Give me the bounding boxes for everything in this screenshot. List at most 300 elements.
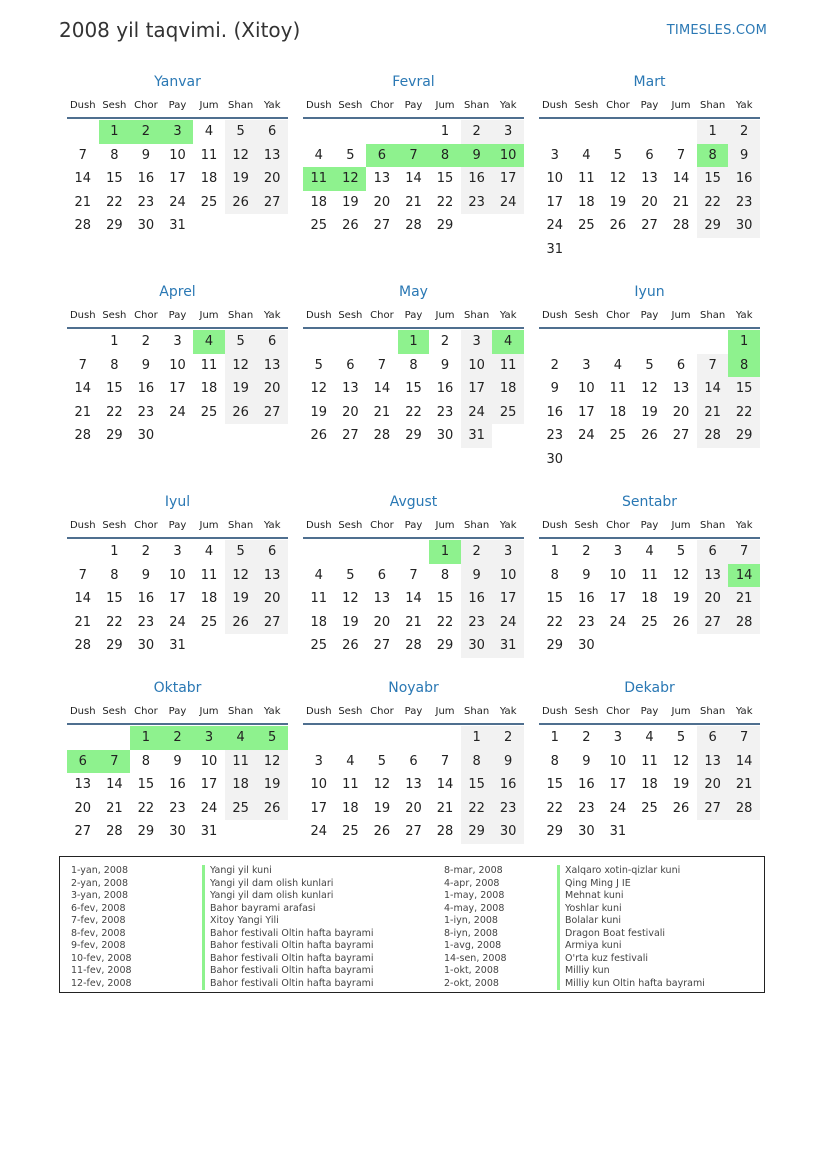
holiday-day-cell: 4 [225, 726, 257, 750]
weekday-label: Shan [700, 309, 726, 321]
empty-day-cell [303, 726, 335, 750]
weekend-day-cell: 14 [697, 377, 729, 401]
day-cell: 26 [672, 614, 690, 630]
weekday-label: Dush [69, 705, 96, 717]
day-cell: 15 [436, 171, 454, 186]
day-cell: 14 [436, 777, 454, 792]
day-cell: 28 [405, 638, 422, 653]
day-cell: 28 [106, 824, 123, 839]
weekend-day-cell: 15 [728, 377, 760, 401]
weekend-day-cell: 16 [461, 587, 493, 611]
weekend-day-cell: 29 [728, 424, 760, 448]
day-cell: 20 [74, 800, 92, 816]
weekday-label: Sesh [338, 519, 363, 531]
month-name: May [399, 284, 428, 300]
weekday-header [539, 93, 760, 119]
day-cell: 10 [546, 171, 564, 186]
brand-link[interactable]: TIMESLES.COM [666, 23, 767, 38]
holiday-name: Armiya kuni [557, 940, 705, 953]
day-cell: 12 [609, 171, 627, 186]
weekend-day-cell: 21 [697, 401, 729, 425]
empty-day-cell [335, 330, 367, 354]
holiday-date: 8-fev, 2008 [71, 927, 126, 939]
day-cell: 27 [641, 218, 658, 233]
day-cell: 13 [672, 381, 690, 396]
day-cell: 4 [314, 147, 323, 163]
weekday-label: Dush [541, 519, 568, 531]
day-cell: 24 [169, 194, 186, 210]
day-cell: 24 [609, 800, 627, 816]
weekend-day-cell: 7 [728, 540, 760, 564]
weekend-day-cell: 10 [492, 564, 524, 588]
weekend-day-cell: 27 [256, 401, 288, 425]
day-cell: 17 [546, 194, 564, 210]
weekend-day-cell: 8 [461, 750, 493, 774]
weekday-label: Shan [228, 99, 254, 111]
weekday-label: Jum [671, 99, 691, 111]
day-cell: 21 [74, 194, 92, 210]
holiday-date: 8-iyn, 2008 [444, 927, 498, 939]
day-cell: 30 [546, 451, 564, 467]
day-cell: 31 [609, 824, 627, 839]
holiday-legend [59, 856, 765, 993]
day-cell: 4 [613, 357, 623, 373]
day-cell: 9 [550, 381, 559, 396]
weekend-day-cell: 7 [697, 354, 729, 378]
day-cell: 8 [550, 753, 559, 769]
day-cell: 4 [204, 544, 214, 559]
holiday-date: 12-fev, 2008 [71, 977, 132, 989]
day-grid [539, 330, 760, 471]
holiday-date: 2-okt, 2008 [444, 977, 499, 989]
weekend-day-cell: 6 [256, 540, 288, 564]
weekend-day-cell: 17 [461, 377, 493, 401]
day-cell: 16 [137, 171, 155, 186]
weekday-label: Yak [735, 705, 753, 717]
day-grid [303, 726, 524, 844]
weekday-label: Pay [168, 99, 187, 111]
weekend-day-cell: 26 [225, 401, 257, 425]
weekday-label: Yak [499, 309, 517, 321]
weekend-day-cell: 25 [225, 797, 257, 821]
weekend-day-cell: 28 [697, 424, 729, 448]
day-cell: 25 [200, 404, 218, 420]
day-cell: 15 [546, 777, 564, 792]
day-cell: 12 [310, 381, 328, 396]
day-cell: 20 [641, 194, 658, 210]
day-cell: 11 [342, 777, 359, 792]
day-cell: 12 [641, 381, 658, 396]
holiday-date: 6-fev, 2008 [71, 902, 126, 914]
weekday-label: Dush [305, 99, 332, 111]
weekday-label: Sesh [102, 309, 127, 321]
day-grid [303, 540, 524, 658]
holiday-date: 4-may, 2008 [444, 902, 505, 914]
holiday-date: 4-apr, 2008 [444, 877, 500, 889]
holiday-day-cell: 8 [697, 144, 729, 168]
day-cell: 15 [546, 591, 564, 606]
weekday-label: Dush [305, 519, 332, 531]
holiday-date: 1-yan, 2008 [71, 865, 128, 876]
weekday-label: Shan [228, 705, 254, 717]
day-cell: 13 [641, 171, 658, 186]
day-cell: 15 [106, 381, 123, 396]
day-grid [539, 540, 760, 658]
weekend-day-cell: 20 [256, 587, 288, 611]
day-cell: 23 [436, 404, 454, 420]
weekend-day-cell: 17 [492, 587, 524, 611]
month-calendar [67, 281, 288, 448]
empty-day-cell [602, 120, 634, 144]
empty-day-cell [697, 330, 729, 354]
day-cell: 8 [141, 753, 151, 769]
weekday-label: Shan [464, 705, 490, 717]
holiday-day-cell: 12 [335, 167, 367, 191]
holiday-name: Bahor festivali Oltin hafta bayrami [202, 940, 374, 953]
day-cell: 14 [74, 591, 92, 606]
day-cell: 29 [137, 824, 155, 839]
empty-day-cell [665, 330, 697, 354]
day-cell: 6 [645, 147, 654, 163]
day-cell: 3 [173, 544, 182, 559]
holiday-name: Xalqaro xotin-qizlar kuni [557, 865, 705, 878]
day-cell: 26 [609, 218, 627, 233]
weekend-day-cell: 21 [728, 773, 760, 797]
day-cell: 20 [373, 614, 391, 630]
holiday-name: Bahor bayrami arafasi [202, 903, 374, 916]
weekday-label: Pay [168, 705, 187, 717]
day-cell: 23 [137, 404, 155, 420]
month-calendar [67, 677, 288, 844]
empty-day-cell [303, 120, 335, 144]
day-cell: 31 [200, 824, 218, 839]
day-cell: 8 [110, 357, 119, 373]
day-cell: 22 [106, 404, 123, 420]
weekday-label: Yak [499, 99, 517, 111]
day-cell: 19 [641, 404, 658, 420]
day-cell: 6 [346, 357, 355, 373]
day-cell: 18 [578, 194, 595, 210]
day-cell: 23 [578, 800, 595, 816]
weekend-day-cell: 30 [492, 820, 524, 844]
weekday-label: Yak [499, 705, 517, 717]
weekend-day-cell: 5 [225, 330, 257, 354]
empty-day-cell [335, 726, 367, 750]
weekday-label: Chor [134, 705, 158, 717]
day-cell: 23 [169, 800, 186, 816]
empty-day-cell [67, 330, 99, 354]
day-cell: 29 [106, 638, 123, 653]
empty-day-cell [67, 540, 99, 564]
holiday-name: O'rta kuz festivali [557, 953, 705, 966]
holiday-name: Yangi yil dam olish kunlari [202, 890, 374, 903]
day-cell: 30 [169, 824, 186, 839]
empty-day-cell [366, 540, 398, 564]
day-cell: 16 [578, 777, 595, 792]
weekday-label: Jum [435, 309, 455, 321]
day-cell: 7 [676, 147, 686, 163]
day-cell: 9 [141, 357, 151, 373]
day-cell: 12 [342, 591, 359, 606]
holiday-date: 9-fev, 2008 [71, 940, 126, 951]
day-cell: 5 [613, 147, 623, 163]
weekend-day-cell: 24 [492, 611, 524, 635]
day-cell: 5 [676, 544, 686, 559]
day-cell: 18 [310, 614, 328, 630]
day-cell: 3 [550, 147, 559, 163]
weekend-day-cell: 24 [492, 191, 524, 215]
day-cell: 23 [137, 614, 155, 630]
day-cell: 10 [609, 753, 627, 769]
holiday-name: Yoshlar kuni [557, 903, 705, 916]
weekday-label: Sesh [102, 99, 127, 111]
day-cell: 6 [676, 357, 686, 373]
holiday-name: Yangi yil dam olish kunlari [202, 878, 374, 891]
day-cell: 8 [550, 567, 559, 583]
weekend-day-cell: 9 [728, 144, 760, 168]
day-cell: 26 [672, 800, 690, 816]
weekend-day-cell: 2 [461, 540, 493, 564]
day-cell: 7 [377, 357, 387, 373]
holiday-day-cell: 8 [728, 354, 760, 378]
day-cell: 19 [342, 614, 359, 630]
day-cell: 9 [141, 147, 151, 163]
page-title: 2008 yil taqvimi. (Xitoy) [59, 18, 301, 42]
holiday-name: Bahor festivali Oltin hafta bayrami [202, 978, 374, 991]
weekday-label: Shan [464, 519, 490, 531]
day-cell: 29 [546, 638, 564, 653]
day-cell: 28 [74, 428, 92, 443]
weekend-day-cell: 15 [461, 773, 493, 797]
weekend-day-cell: 27 [256, 191, 288, 215]
day-cell: 5 [676, 730, 686, 745]
empty-day-cell [99, 726, 131, 750]
holiday-name: Xitoy Yangi Yili [202, 915, 374, 928]
weekday-label: Shan [700, 705, 726, 717]
weekday-header [303, 93, 524, 119]
day-grid [67, 726, 288, 844]
day-cell: 11 [310, 591, 328, 606]
weekend-day-cell: 6 [697, 540, 729, 564]
day-cell: 11 [641, 753, 658, 769]
month-name: Sentabr [621, 494, 678, 510]
holiday-name: Milliy kun Oltin hafta bayrami [557, 978, 705, 991]
day-cell: 19 [672, 591, 690, 606]
day-cell: 22 [137, 800, 155, 816]
day-cell: 4 [645, 544, 654, 559]
empty-day-cell [665, 120, 697, 144]
day-cell: 17 [578, 404, 595, 420]
day-cell: 28 [373, 428, 391, 443]
day-cell: 15 [137, 777, 155, 792]
weekend-day-cell: 11 [225, 750, 257, 774]
weekday-label: Chor [606, 99, 630, 111]
empty-day-cell [398, 540, 430, 564]
weekday-label: Pay [640, 99, 659, 111]
day-cell: 3 [314, 753, 323, 769]
day-cell: 24 [169, 614, 186, 630]
weekend-day-cell: 3 [461, 330, 493, 354]
empty-day-cell [634, 120, 666, 144]
weekday-label: Pay [404, 519, 423, 531]
day-cell: 29 [436, 638, 454, 653]
holiday-date: 1-okt, 2008 [444, 965, 499, 976]
weekday-label: Chor [370, 309, 394, 321]
day-cell: 21 [74, 404, 92, 420]
day-cell: 18 [641, 777, 658, 792]
day-cell: 20 [672, 404, 690, 420]
holiday-name: Yangi yil kuni [202, 865, 374, 878]
weekend-day-cell: 16 [728, 167, 760, 191]
weekday-label: Chor [134, 309, 158, 321]
holiday-day-cell: 10 [492, 144, 524, 168]
day-cell: 25 [310, 218, 328, 233]
day-cell: 24 [546, 218, 564, 233]
calendar-grid [67, 71, 760, 851]
day-cell: 29 [436, 218, 454, 233]
day-cell: 8 [409, 357, 418, 373]
weekday-label: Shan [700, 99, 726, 111]
day-cell: 24 [200, 800, 218, 816]
weekend-day-cell: 16 [461, 167, 493, 191]
day-cell: 7 [78, 567, 87, 583]
day-cell: 5 [377, 753, 387, 769]
weekday-label: Chor [606, 705, 630, 717]
day-cell: 8 [110, 567, 119, 583]
month-name: Aprel [159, 284, 196, 300]
weekend-day-cell: 5 [225, 540, 257, 564]
month-name: Iyul [164, 494, 191, 510]
holiday-day-cell: 3 [193, 726, 225, 750]
day-grid [539, 120, 760, 261]
day-cell: 17 [609, 591, 627, 606]
weekday-label: Yak [263, 99, 281, 111]
day-cell: 7 [409, 567, 418, 583]
day-cell: 19 [310, 404, 328, 420]
weekend-day-cell: 1 [461, 726, 493, 750]
weekend-day-cell: 27 [256, 611, 288, 635]
weekend-day-cell: 2 [728, 120, 760, 144]
day-cell: 21 [672, 194, 690, 210]
day-cell: 11 [609, 381, 627, 396]
weekday-label: Jum [199, 705, 219, 717]
weekend-day-cell: 26 [225, 611, 257, 635]
day-cell: 18 [200, 381, 218, 396]
day-cell: 16 [169, 777, 186, 792]
day-cell: 27 [74, 824, 92, 839]
day-cell: 2 [550, 357, 559, 373]
day-cell: 11 [200, 357, 218, 373]
empty-day-cell [366, 726, 398, 750]
day-cell: 18 [200, 591, 218, 606]
weekday-label: Sesh [574, 309, 599, 321]
day-cell: 22 [546, 800, 564, 816]
day-cell: 11 [578, 171, 595, 186]
day-cell: 14 [106, 777, 123, 792]
empty-day-cell [571, 120, 603, 144]
weekend-day-cell: 22 [728, 401, 760, 425]
weekend-day-cell: 26 [256, 797, 288, 821]
weekend-day-cell: 23 [728, 191, 760, 215]
weekend-day-cell: 27 [697, 797, 729, 821]
day-cell: 2 [440, 334, 450, 349]
day-cell: 22 [546, 614, 564, 630]
legend-date-column [444, 865, 507, 990]
weekend-day-cell: 3 [492, 540, 524, 564]
weekday-label: Yak [735, 99, 753, 111]
weekend-day-cell: 29 [461, 820, 493, 844]
weekend-day-cell: 6 [697, 726, 729, 750]
day-cell: 7 [440, 753, 450, 769]
day-cell: 11 [641, 567, 658, 583]
empty-day-cell [571, 330, 603, 354]
weekend-day-cell: 20 [256, 167, 288, 191]
day-cell: 6 [377, 567, 387, 583]
day-cell: 20 [373, 194, 391, 210]
weekend-day-cell: 12 [256, 750, 288, 774]
day-cell: 22 [106, 614, 123, 630]
empty-day-cell [366, 120, 398, 144]
day-cell: 9 [582, 753, 591, 769]
month-name: Noyabr [388, 680, 439, 696]
day-cell: 20 [342, 404, 359, 420]
day-cell: 25 [609, 428, 627, 443]
day-cell: 9 [141, 567, 151, 583]
weekday-label: Shan [228, 519, 254, 531]
weekday-label: Pay [168, 309, 187, 321]
weekday-label: Yak [735, 519, 753, 531]
day-cell: 27 [373, 638, 391, 653]
day-cell: 13 [373, 591, 391, 606]
empty-day-cell [539, 330, 571, 354]
weekday-label: Shan [228, 309, 254, 321]
month-calendar [303, 677, 524, 844]
weekend-day-cell: 12 [225, 564, 257, 588]
day-cell: 23 [578, 614, 595, 630]
day-cell: 25 [641, 614, 658, 630]
day-cell: 2 [582, 544, 591, 559]
empty-day-cell [67, 120, 99, 144]
weekend-day-cell: 21 [728, 587, 760, 611]
holiday-date: 10-fev, 2008 [71, 952, 132, 964]
weekday-header [67, 93, 288, 119]
day-cell: 3 [582, 357, 591, 373]
weekend-day-cell: 13 [697, 564, 729, 588]
weekday-label: Pay [404, 705, 423, 717]
day-cell: 27 [373, 218, 391, 233]
day-cell: 3 [613, 544, 623, 559]
weekday-label: Dush [305, 309, 332, 321]
day-cell: 17 [609, 777, 627, 792]
weekend-day-cell: 30 [728, 214, 760, 238]
weekday-label: Dush [541, 99, 568, 111]
weekend-day-cell: 13 [256, 564, 288, 588]
day-cell: 30 [578, 824, 595, 839]
weekday-label: Chor [134, 519, 158, 531]
day-cell: 16 [137, 381, 155, 396]
day-cell: 24 [578, 428, 595, 443]
day-cell: 2 [582, 730, 591, 745]
weekday-header [67, 699, 288, 725]
day-cell: 21 [405, 614, 422, 630]
weekend-day-cell: 23 [461, 611, 493, 635]
day-cell: 5 [346, 567, 355, 583]
holiday-date: 14-sen, 2008 [444, 952, 507, 964]
day-grid [303, 330, 524, 448]
day-grid [539, 726, 760, 844]
weekday-label: Jum [199, 519, 219, 531]
weekend-day-cell: 13 [256, 354, 288, 378]
